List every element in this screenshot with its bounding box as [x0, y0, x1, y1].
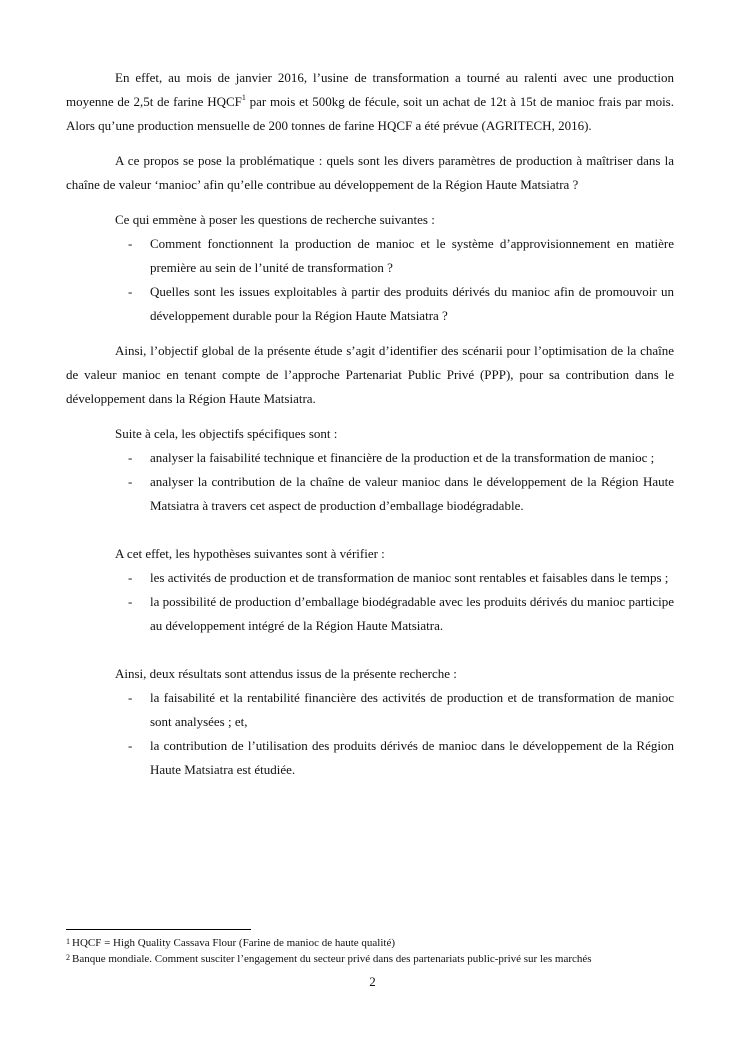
bullet-dash: -	[128, 236, 133, 251]
list-item-text: les activités de production et de transformation de manioc sont rentables et faisables dans le temps ;	[150, 570, 669, 585]
objectives-list	[66, 446, 674, 518]
results-intro: Ainsi, deux résultats sont attendus issus de la présente recherche :	[115, 666, 457, 681]
bullet-dash: -	[128, 738, 133, 753]
list-item	[66, 280, 674, 328]
list-item	[66, 590, 674, 638]
main-text	[66, 66, 674, 793]
results-list	[66, 686, 674, 782]
list-item-text: analyser la faisabilité technique et financière de la production et de la transformation de manioc ;	[150, 450, 655, 465]
list-item	[66, 566, 674, 590]
paragraph-production	[66, 66, 674, 138]
spacer	[66, 649, 674, 662]
paragraph-objective: Ainsi, l’objectif global de la présente étude s’agit d’identifier des scénarii pour l’optimisation de la chaîne de valeur manioc en tenant compte de l’approche Partenariat Public Privé (PPP), pour sa contribution dans le développement dans la Région Haute Matsiatra.	[66, 343, 674, 406]
bullet-dash: -	[128, 570, 133, 585]
hypotheses-list	[66, 566, 674, 638]
bullet-dash: -	[128, 450, 133, 465]
footnote-1	[66, 935, 674, 951]
list-item	[66, 470, 674, 518]
list-item-text: Comment fonctionnent la production de manioc et le système d’approvisionnement en matière première au sein de l’unité de transformation ?	[150, 236, 674, 275]
objectives-intro: Suite à cela, les objectifs spécifiques sont :	[115, 426, 338, 441]
spacer	[66, 529, 674, 542]
hypotheses-intro: A cet effet, les hypothèses suivantes sont à vérifier :	[115, 546, 385, 561]
paragraph-problem: A ce propos se pose la problématique : quels sont les divers paramètres de production à maîtriser dans la chaîne de valeur ‘manioc’ afin qu’elle contribue au développement de la Région Haute Matsiatra ?	[66, 153, 674, 192]
list-item	[66, 686, 674, 734]
list-item	[66, 232, 674, 280]
list-item-text: la faisabilité et la rentabilité financière des activités de production et de transformation de manioc sont analysées ; et,	[150, 690, 674, 729]
list-item-text: la possibilité de production d’emballage biodégradable avec les produits dérivés du manioc participe au développement intégré de la Région Haute Matsiatra.	[150, 594, 674, 633]
footnote-separator	[66, 929, 251, 930]
questions-list	[66, 232, 674, 328]
bullet-dash: -	[128, 594, 133, 609]
page-number: 2	[369, 974, 376, 989]
footnote-2	[66, 951, 674, 967]
footnote-mark: 2	[66, 953, 70, 962]
footnote-text: HQCF = High Quality Cassava Flour (Farine de manioc de haute qualité)	[72, 937, 395, 949]
paragraph-text: En effet, au mois de janvier 2016, l’usine de transformation a tourné au ralenti avec une production moyenne de 2,5t de farine HQCF	[66, 70, 674, 109]
bullet-dash: -	[128, 474, 133, 489]
list-item	[66, 446, 674, 470]
questions-intro: Ce qui emmène à poser les questions de recherche suivantes :	[115, 212, 435, 227]
list-item-text: analyser la contribution de la chaîne de valeur manioc dans le développement de la Région Haute Matsiatra à travers cet aspect de production d’emballage biodégradable.	[150, 474, 674, 513]
list-item-text: Quelles sont les issues exploitables à partir des produits dérivés du manioc afin de promouvoir un développement durable pour la Région Haute Matsiatra ?	[150, 284, 674, 323]
paragraph-text: par mois et 500kg de fécule, soit un achat de 12t à 15t de manioc frais par mois. Alors qu’une production mensuelle de 200 tonnes de farine HQCF a été prévue (AGRITECH, 2016).	[66, 94, 674, 133]
footnotes	[66, 929, 674, 967]
bullet-dash: -	[128, 690, 133, 705]
bullet-dash: -	[128, 284, 133, 299]
footnote-mark: 1	[66, 937, 70, 946]
footnote-ref-1[interactable]: 1	[241, 93, 246, 102]
list-item	[66, 734, 674, 782]
footnote-text: Banque mondiale. Comment susciter l’engagement du secteur privé dans des partenariats public-privé sur les marchés	[72, 953, 592, 965]
list-item-text: la contribution de l’utilisation des produits dérivés de manioc dans le développement de la Région Haute Matsiatra est étudiée.	[150, 738, 674, 777]
